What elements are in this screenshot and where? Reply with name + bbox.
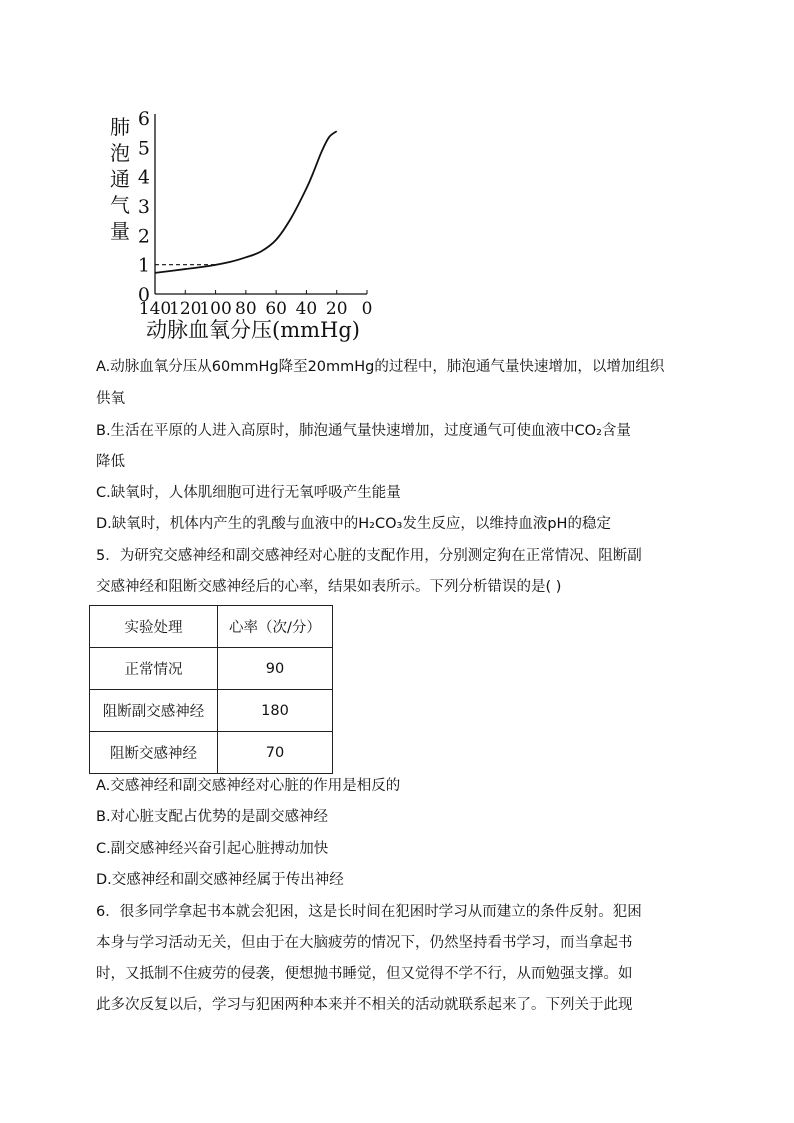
table-cell: 阻断交感神经 [90, 732, 218, 774]
q5-option-c: C.副交感神经兴奋引起心脏搏动加快 [96, 841, 329, 857]
y-axis-label-char: 量 [110, 219, 130, 243]
table-header-cell: 心率（次/分） [218, 606, 333, 648]
q5-stem-line2: 交感神经和阻断交感神经后的心率，结果如表所示。下列分析错误的是( ) [96, 579, 562, 595]
x-tick-label: 120 [169, 299, 202, 319]
table-cell: 70 [218, 732, 333, 774]
q4-option-b-line1: B.生活在平原的人进入高原时，肺泡通气量快速增加，过度通气可使血液中CO₂含量 [96, 423, 631, 439]
q6-line2: 本身与学习活动无关，但由于在大脑疲劳的情况下，仍然坚持看书学习，而当拿起书 [96, 935, 633, 951]
q5-stem-line1: 5．为研究交感神经和副交感神经对心脏的支配作用，分别测定狗在正常情况、阻断副 [96, 548, 642, 564]
y-axis-label-char: 肺 [110, 115, 130, 139]
series-line [155, 131, 337, 273]
q5-option-d: D.交感神经和副交感神经属于传出神经 [96, 872, 344, 888]
y-axis-label-char: 通 [110, 167, 130, 191]
x-tick-label: 140 [138, 299, 172, 319]
q4-option-b-line2: 降低 [96, 454, 125, 470]
table-row [90, 732, 333, 774]
y-tick-label: 4 [137, 166, 150, 189]
x-tick-label: 100 [199, 299, 232, 319]
x-tick-label: 0 [361, 299, 373, 319]
table-row [90, 648, 333, 690]
y-tick-label: 3 [137, 196, 150, 218]
y-tick-label: 1 [137, 254, 150, 277]
y-axis-label-char: 气 [110, 193, 130, 217]
q4-option-d: D.缺氧时，机体内产生的乳酸与血液中的H₂CO₃发生反应，以维持血液pH的稳定 [96, 516, 611, 532]
table-header-row [90, 606, 333, 648]
q5-option-b: B.对心脏支配占优势的是副交感神经 [96, 809, 329, 825]
q6-line4: 此多次反复以后，学习与犯困两种本来并不相关的活动就联系起来了。下列关于此现 [96, 997, 633, 1013]
q6-line1: 6．很多同学拿起书本就会犯困，这是长时间在犯困时学习从而建立的条件反射。犯困 [96, 904, 642, 920]
table-header-cell: 实验处理 [90, 606, 218, 648]
table-cell: 90 [218, 648, 333, 690]
x-tick-label: 40 [295, 299, 318, 319]
q5-option-a: A.交感神经和副交感神经对心脏的作用是相反的 [96, 778, 401, 794]
oxygen-ventilation-chart [100, 100, 390, 350]
y-tick-label: 0 [137, 284, 150, 306]
x-axis-label: 动脉血氧分压(mmHg) [146, 318, 360, 342]
q4-option-a-line2: 供氧 [96, 391, 125, 407]
y-tick-label: 6 [137, 108, 150, 130]
x-tick-label: 80 [235, 299, 257, 319]
x-tick-label: 60 [265, 299, 287, 319]
y-tick-label: 5 [137, 137, 150, 160]
table-cell: 180 [218, 690, 333, 732]
q4-option-a-line1: A.动脉血氧分压从60mmHg降至20mmHg的过程中，肺泡通气量快速增加，以增加组织 [96, 359, 665, 375]
chart-svg [100, 100, 390, 350]
q6-line3: 时，又抵制不住疲劳的侵袭，便想抛书睡觉，但又觉得不学不行，从而勉强支撑。如 [96, 966, 633, 982]
table-cell: 阻断副交感神经 [90, 690, 218, 732]
y-axis-label-char: 泡 [110, 141, 130, 165]
table-row [90, 690, 333, 732]
chart-y-axis-label [108, 114, 132, 244]
x-tick-label: 20 [325, 299, 348, 319]
table-cell: 正常情况 [90, 648, 218, 690]
y-tick-label: 2 [137, 225, 150, 248]
q4-option-c: C.缺氧时，人体肌细胞可进行无氧呼吸产生能量 [96, 485, 401, 501]
heart-rate-table [89, 605, 333, 774]
